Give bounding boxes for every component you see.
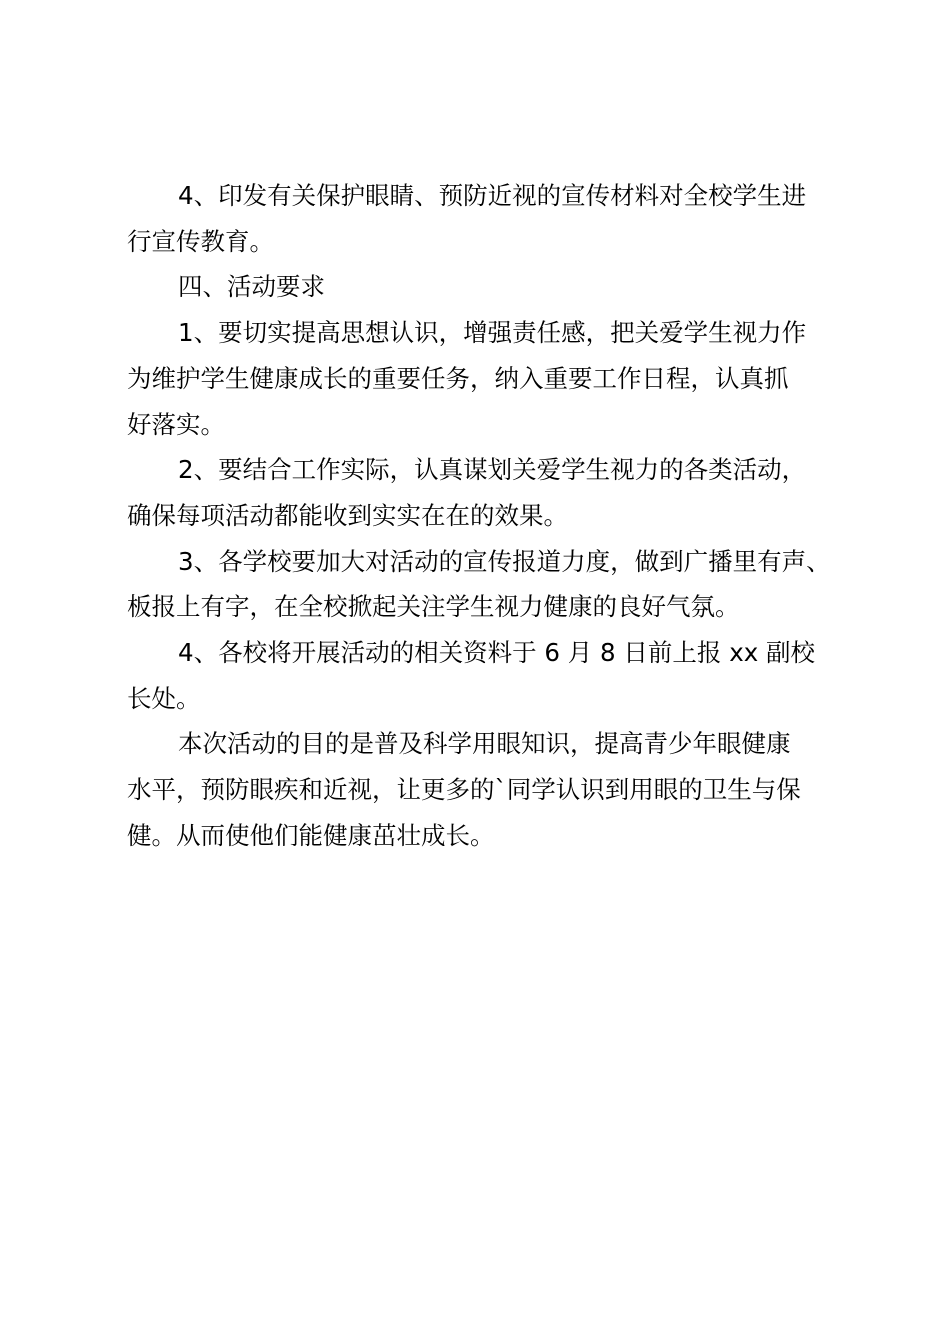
text-line: 健。从而使他们能健康茁壮成长。 xyxy=(127,820,495,850)
text-line: 板报上有字，在全校掀起关注学生视力健康的良好气氛。 xyxy=(127,592,740,622)
text-line: 长处。 xyxy=(127,683,201,713)
section-heading-requirements xyxy=(127,264,847,310)
text-line: 水平，预防眼疾和近视，让更多的`同学认识到用眼的卫生与保 xyxy=(127,775,801,805)
paragraph-conclusion xyxy=(127,721,847,858)
paragraph-item-4-leaflets xyxy=(127,173,847,264)
text-line: 确保每项活动都能收到实实在在的效果。 xyxy=(127,500,568,530)
text-line: 3、各学校要加大对活动的宣传报道力度，做到广播里有声、 xyxy=(178,546,831,576)
paragraph-requirement-3 xyxy=(127,539,847,630)
text-line: 本次活动的目的是普及科学用眼知识，提高青少年眼健康 xyxy=(178,729,791,759)
text-line: 4、各校将开展活动的相关资料于 6 月 8 日前上报 xx 副校 xyxy=(178,638,815,668)
text-line: 4、印发有关保护眼睛、预防近视的宣传材料对全校学生进 xyxy=(178,181,807,210)
text-line: 为维护学生健康成长的重要任务，纳入重要工作日程，认真抓 xyxy=(127,363,789,393)
paragraph-requirement-4 xyxy=(127,630,847,721)
paragraph-requirement-1 xyxy=(127,310,847,447)
text-line: 1、要切实提高思想认识，增强责任感，把关爱学生视力作 xyxy=(178,318,807,348)
document-body xyxy=(127,173,847,859)
text-line: 2、要结合工作实际，认真谋划关爱学生视力的各类活动， xyxy=(178,455,807,485)
paragraph-requirement-2 xyxy=(127,447,847,538)
text-line: 好落实。 xyxy=(127,409,225,439)
text-line: 四、活动要求 xyxy=(178,272,325,302)
text-line: 行宣传教育。 xyxy=(127,226,274,256)
